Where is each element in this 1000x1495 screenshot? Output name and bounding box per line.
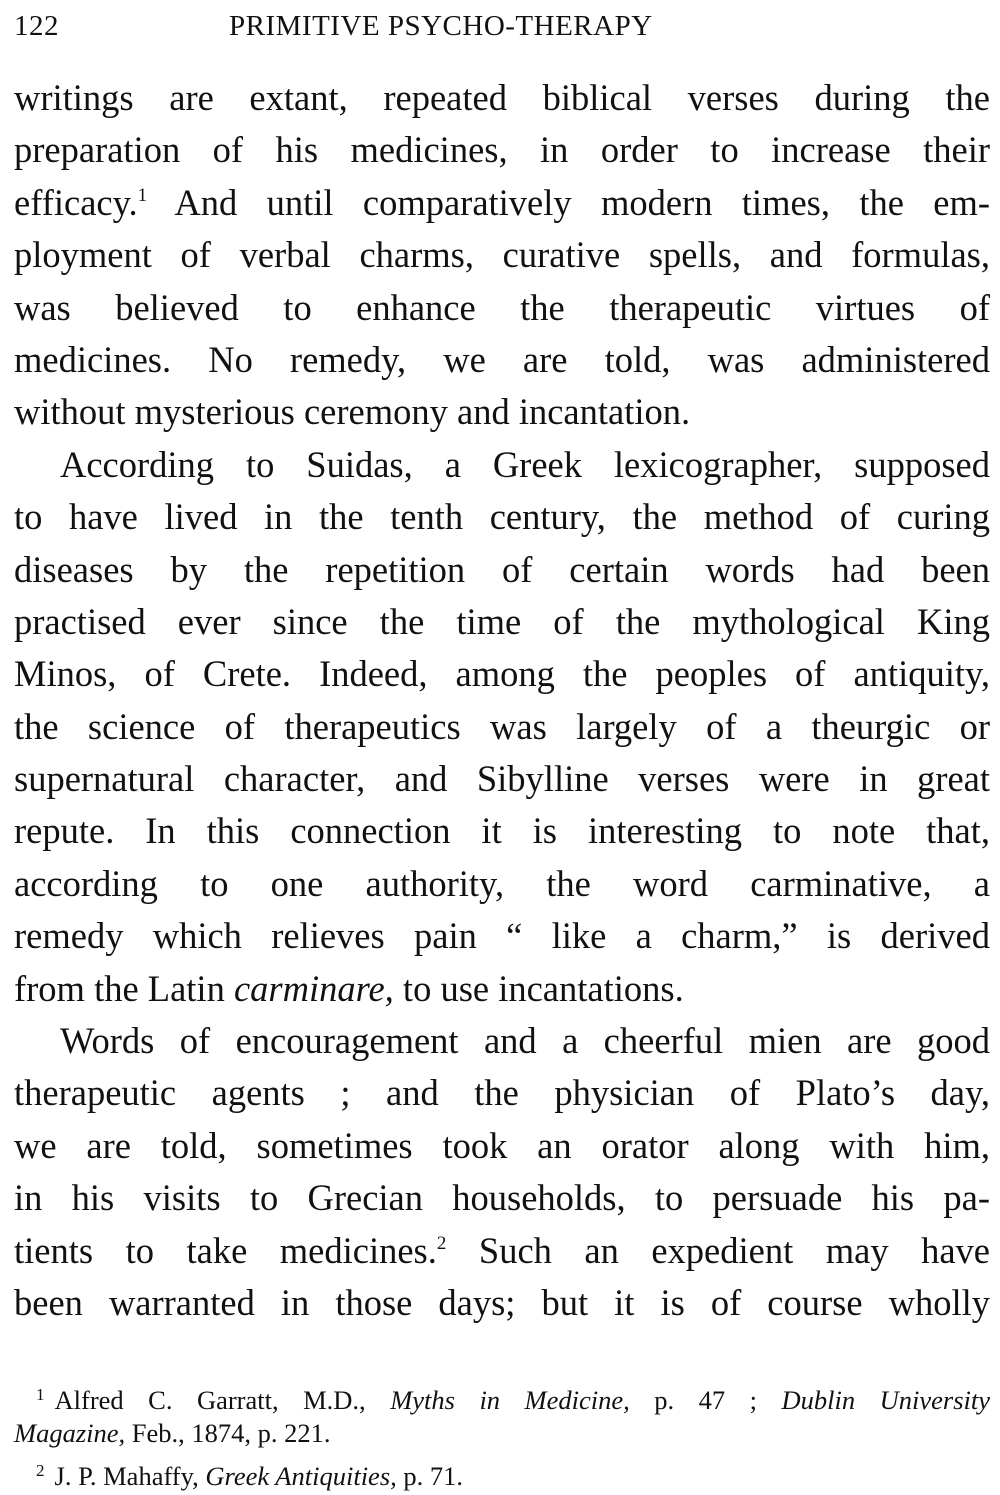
text-line: according to one authority, the word carminative, a — [14, 862, 990, 904]
text-fragment: And until comparatively modern times, the em- — [147, 181, 990, 223]
text-line: Words of encouragement and a cheerful mien are good — [60, 1020, 990, 1062]
text-line: medicines. No remedy, we are told, was administered — [14, 338, 990, 380]
footnote-reference: 2 — [436, 1232, 447, 1254]
paragraph-3 — [14, 1015, 990, 1329]
book-page — [14, 0, 990, 1493]
text-line: practised ever since the time of the mythological King — [14, 600, 990, 642]
footnote-1-continued — [14, 1414, 990, 1452]
footnote-reference: 1 — [137, 184, 148, 206]
text-line: writings are extant, repeated biblical verses during the — [14, 77, 990, 118]
journal-title: Dublin University — [781, 1385, 990, 1415]
text-line: remedy which relieves pain “ like a charm,” is derived — [14, 915, 990, 957]
page-number: 122 — [14, 10, 59, 42]
text-fragment: from the Latin — [14, 967, 234, 1009]
footnote-text: Feb., 1874, p. 221. — [125, 1418, 331, 1448]
footnote-text: p. 47 ; — [629, 1385, 782, 1415]
text-line — [14, 1225, 990, 1277]
text-line: diseases by the repetition of certain words had been — [14, 548, 990, 590]
text-line: therapeutic agents ; and the physician of Plato’s day, — [14, 1072, 990, 1114]
text-fragment: to use incantations. — [393, 967, 684, 1009]
latin-term: carminare, — [233, 967, 394, 1009]
paragraph-2 — [14, 439, 990, 1015]
text-fragment: efficacy. — [14, 181, 138, 223]
text-line: ployment of verbal charms, curative spells, and formulas, — [14, 234, 990, 276]
text-line: the science of therapeutics was largely of a theurgic or — [14, 705, 990, 747]
footnote-marker: 2 — [36, 1461, 45, 1480]
paragraph-1 — [14, 72, 990, 439]
text-line — [14, 177, 990, 229]
text-fragment: Such an expedient may have — [446, 1229, 990, 1271]
text-line: we are told, sometimes took an orator along with him, — [14, 1124, 990, 1166]
text-line: in his visits to Grecian households, to persuade his pa- — [14, 1177, 990, 1219]
book-title: Myths in Medicine, — [390, 1385, 630, 1415]
footnote-text: Alfred C. Garratt, M.D., — [54, 1385, 391, 1415]
footnote-text: J. P. Mahaffy, — [54, 1461, 206, 1491]
text-line: Minos, of Crete. Indeed, among the peoples of antiquity, — [14, 653, 990, 695]
text-line: without mysterious ceremony and incantation. — [14, 391, 691, 433]
journal-title: Magazine, — [14, 1418, 126, 1448]
footnotes — [14, 1376, 990, 1490]
text-fragment: tients to take medicines. — [14, 1229, 437, 1271]
footnote-marker: 1 — [36, 1385, 45, 1404]
text-line: preparation of his medicines, in order to increase their — [14, 129, 990, 171]
text-line: repute. In this connection it is interesting to note that, — [14, 810, 990, 852]
running-head — [14, 10, 990, 46]
body-text — [14, 72, 990, 1329]
footnote-1 — [14, 1376, 990, 1414]
text-line — [14, 963, 990, 1015]
text-line: been warranted in those days; but it is of course wholly — [14, 1281, 990, 1323]
text-line: to have lived in the tenth century, the method of curing — [14, 496, 990, 538]
footnote-2 — [14, 1452, 990, 1490]
text-line: was believed to enhance the therapeutic virtues of — [14, 286, 990, 328]
footnote-text: p. 71. — [396, 1461, 464, 1491]
text-line: According to Suidas, a Greek lexicographer, supposed — [60, 443, 990, 485]
text-line: supernatural character, and Sibylline verses were in great — [14, 758, 990, 800]
book-title: Greek Antiquities, — [205, 1461, 397, 1491]
running-title: PRIMITIVE PSYCHO-THERAPY — [229, 10, 653, 42]
